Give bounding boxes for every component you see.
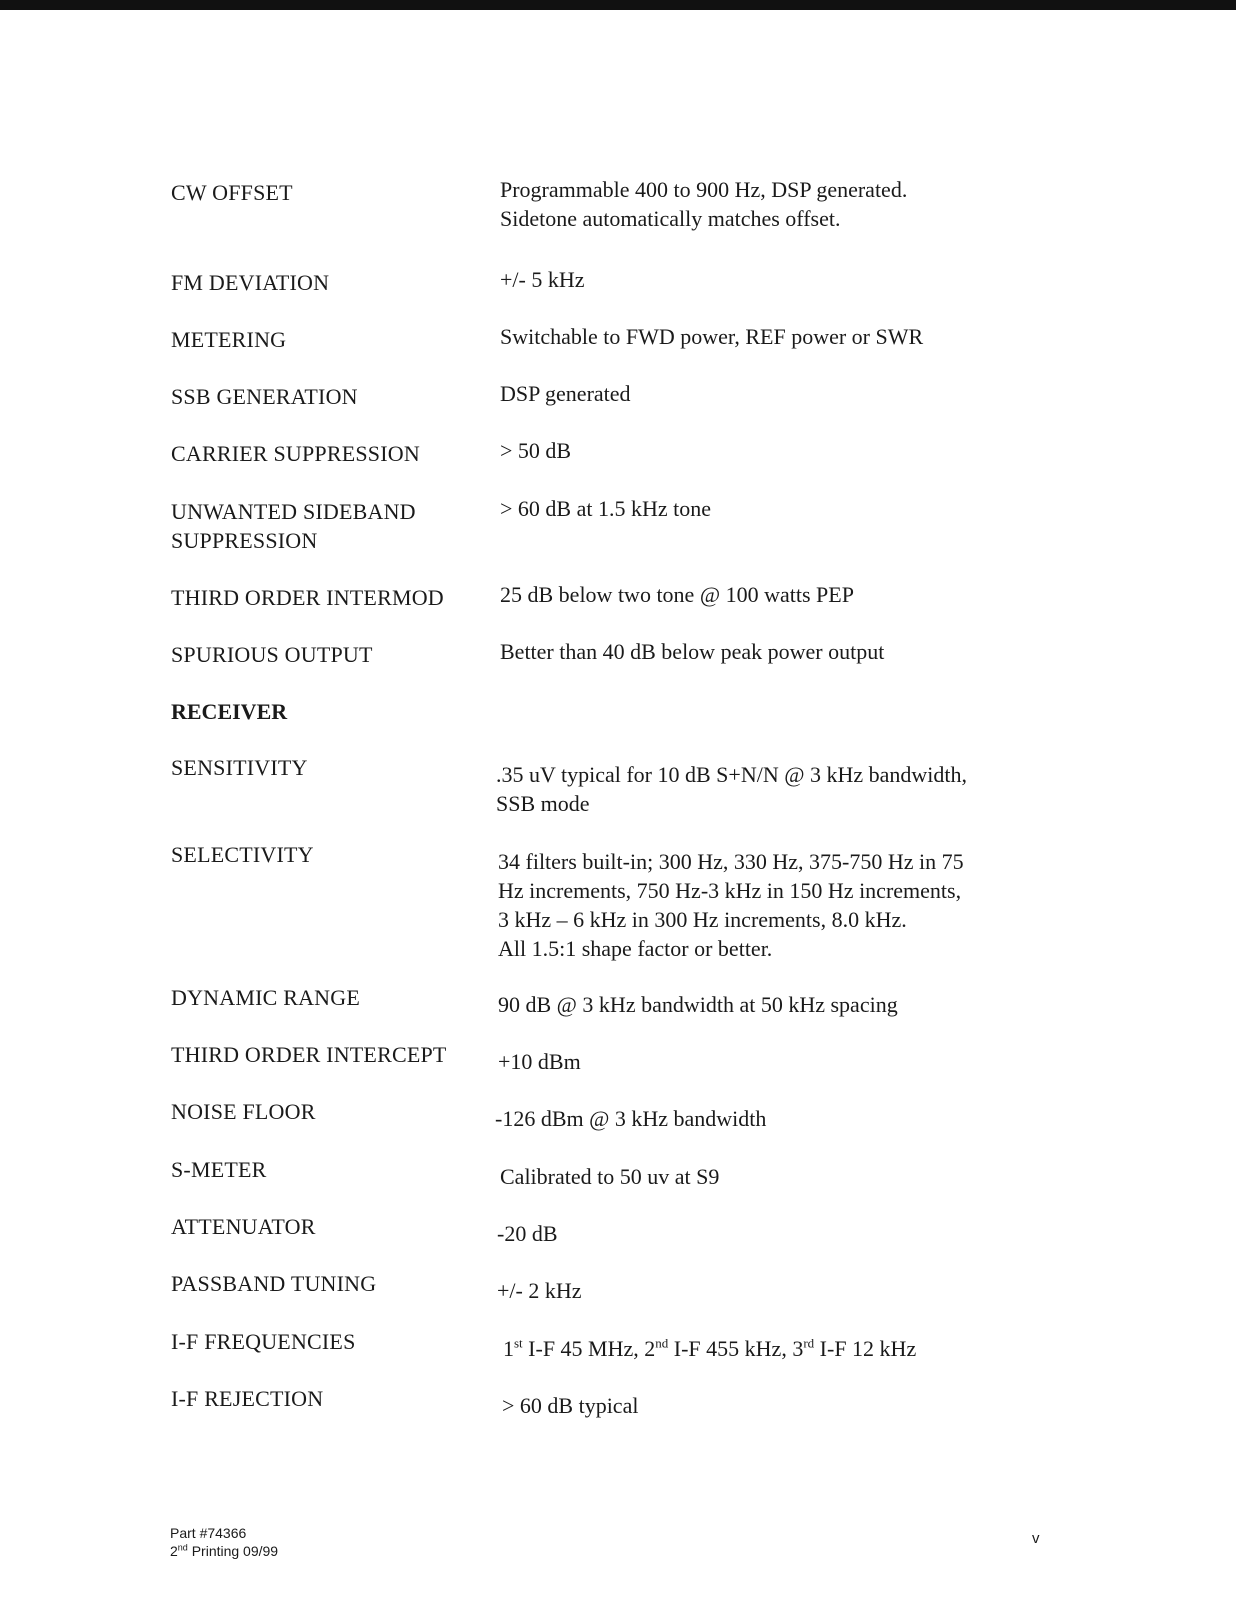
spec-value-unwanted-sideband: > 60 dB at 1.5 kHz tone xyxy=(500,496,711,521)
spec-value-cw-offset: Programmable 400 to 900 Hz, DSP generated. Sidetone automatically matches offset. xyxy=(500,177,908,231)
spec-label-passband-tuning: PASSBAND TUNING xyxy=(171,1271,377,1296)
spec-label-dynamic-range: DYNAMIC RANGE xyxy=(171,985,360,1010)
spec-label-carrier-suppression: CARRIER SUPPRESSION xyxy=(171,441,420,466)
spec-label-selectivity: SELECTIVITY xyxy=(171,842,314,867)
spec-value-fm-deviation: +/- 5 kHz xyxy=(500,267,585,292)
spec-label-if-frequencies: I-F FREQUENCIES xyxy=(171,1329,356,1354)
spec-value-noise-floor: -126 dBm @ 3 kHz bandwidth xyxy=(495,1106,767,1131)
scan-edge xyxy=(0,0,1236,10)
spec-label-third-order-intermod: THIRD ORDER INTERMOD xyxy=(171,585,444,610)
spec-label-metering: METERING xyxy=(171,327,287,352)
spec-value-sensitivity: .35 uV typical for 10 dB S+N/N @ 3 kHz bandwidth, SSB mode xyxy=(496,762,968,816)
spec-label-ssb-generation: SSB GENERATION xyxy=(171,384,358,409)
spec-value-third-order-intercept: +10 dBm xyxy=(498,1049,581,1074)
footer-printing: 2nd Printing 09/99 xyxy=(170,1542,279,1559)
spec-label-fm-deviation: FM DEVIATION xyxy=(171,270,330,295)
spec-value-metering: Switchable to FWD power, REF power or SWR xyxy=(500,324,924,349)
spec-label-cw-offset: CW OFFSET xyxy=(171,180,293,205)
spec-value-if-frequencies: 1st I-F 45 MHz, 2nd I-F 455 kHz, 3rd I-F 12 kHz xyxy=(503,1335,917,1361)
spec-label-attenuator: ATTENUATOR xyxy=(171,1214,316,1239)
spec-value-ssb-generation: DSP generated xyxy=(500,381,631,406)
spec-value-passband-tuning: +/- 2 kHz xyxy=(497,1278,582,1303)
spec-value-s-meter: Calibrated to 50 uv at S9 xyxy=(500,1164,720,1189)
spec-label-unwanted-sideband: UNWANTED SIDEBAND SUPPRESSION xyxy=(171,499,416,553)
spec-value-selectivity: 34 filters built-in; 300 Hz, 330 Hz, 375-750 Hz in 75 Hz increments, 750 Hz-3 kHz in 150 Hz increments, 3 kHz – 6 kHz in 300 Hz increments, 8.0 kHz. All 1.5:1 shape factor or better. xyxy=(498,849,964,961)
spec-value-dynamic-range: 90 dB @ 3 kHz bandwidth at 50 kHz spacing xyxy=(498,992,898,1017)
footer-part-info xyxy=(170,1524,278,1560)
spec-value-attenuator: -20 dB xyxy=(497,1221,558,1246)
spec-label-if-rejection: I-F REJECTION xyxy=(171,1386,324,1411)
spec-value-carrier-suppression: > 50 dB xyxy=(500,438,572,463)
spec-value-if-rejection: > 60 dB typical xyxy=(502,1393,639,1418)
footer-part-number: Part #74366 xyxy=(170,1525,247,1541)
spec-label-s-meter: S-METER xyxy=(171,1157,267,1182)
section-heading-receiver: RECEIVER xyxy=(171,699,288,724)
spec-label-sensitivity: SENSITIVITY xyxy=(171,755,308,780)
spec-value-third-order-intermod: 25 dB below two tone @ 100 watts PEP xyxy=(500,582,854,607)
page-number: v xyxy=(1032,1530,1040,1547)
spec-label-spurious-output: SPURIOUS OUTPUT xyxy=(171,642,373,667)
spec-label-third-order-intercept: THIRD ORDER INTERCEPT xyxy=(171,1042,447,1067)
spec-label-noise-floor: NOISE FLOOR xyxy=(171,1099,316,1124)
spec-value-spurious-output: Better than 40 dB below peak power output xyxy=(500,639,885,664)
